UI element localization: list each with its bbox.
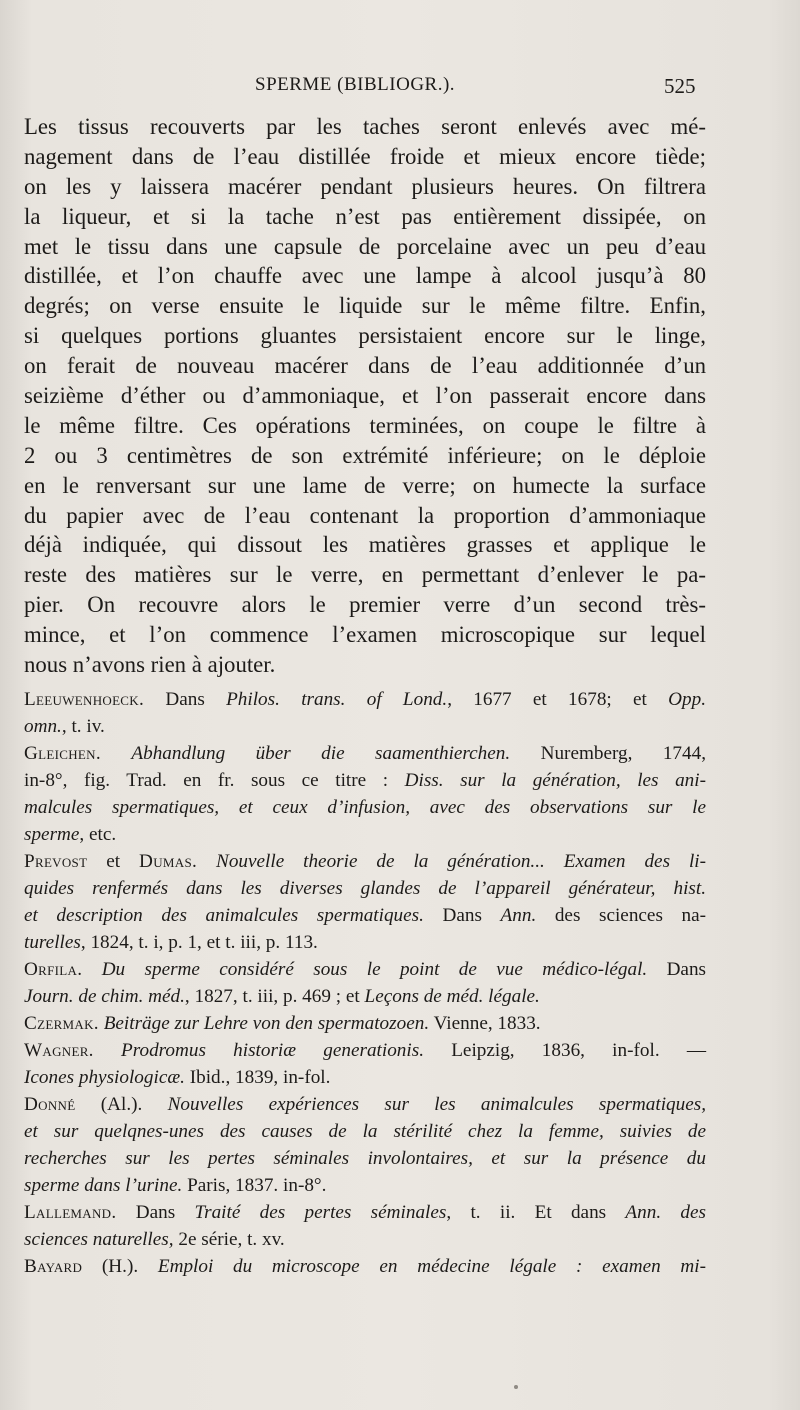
entry-text [101, 743, 131, 764]
bibliography-entry-lallemand [24, 1199, 706, 1226]
entry-text: , 1677 et 1678; et [447, 689, 669, 710]
work-title: et description des animalcules spermatiques. [24, 905, 424, 926]
author-name: Bayard [24, 1256, 83, 1277]
author-name: Czermak. [24, 1013, 99, 1034]
print-speck [514, 1385, 518, 1389]
bibliography-entry-continuation [24, 794, 706, 821]
entry-text: Dans [116, 1202, 195, 1223]
work-title: Abhandlung über die saamenthierchen. [131, 743, 511, 764]
entry-text: , t. ii. Et dans [446, 1202, 626, 1223]
entry-text [94, 1040, 121, 1061]
bibliography-entry-continuation [24, 929, 706, 956]
text-line: met le tissu dans une capsule de porcelaine avec un peu d’eau [24, 233, 706, 259]
text-line: la liqueur, et si la tache n’est pas entièrement dissipée, on [24, 203, 706, 229]
bibliography-entry-continuation [24, 713, 706, 740]
text-line: seizième d’éther ou d’ammoniaque, et l’on passerait encore dans [24, 383, 706, 409]
work-title: Beiträge zur Lehre von den spermatozoen. [103, 1013, 430, 1034]
author-name: Dumas. [139, 851, 198, 872]
text-line: on ferait de nouveau macérer dans de l’eau additionnée d’un [24, 353, 706, 379]
entry-text [197, 851, 216, 872]
bibliography-entry-wagner [24, 1037, 706, 1064]
entry-text: (Al.). [75, 1094, 168, 1115]
bibliography-entry-donne [24, 1091, 706, 1118]
author-name: Orfila. [24, 959, 83, 980]
entry-text: Dans [647, 959, 707, 980]
work-title: des [661, 1202, 707, 1223]
bibliography-entry-orfila [24, 956, 706, 983]
work-title: Nouvelle theorie de la génération... Examen des li- [216, 851, 707, 872]
author-name: Donné [24, 1094, 76, 1115]
text-line: déjà indiquée, qui dissout les matières grasses et applique le [24, 532, 706, 558]
work-title: recherches sur les pertes séminales involontaires, et sur la présence du [24, 1148, 706, 1169]
entry-text: Leipzig, 1836, in-fol. — [424, 1040, 707, 1061]
text-line: reste des matières sur le verre, en permettant d’enlever le pa- [24, 562, 706, 588]
bibliography-entry-continuation [24, 767, 706, 794]
page-number: 525 [664, 74, 696, 98]
work-title: et sur quelqnes-unes des causes de la stérilité chez la femme, suivies de [24, 1121, 706, 1142]
entry-text: in-8°, fig. Trad. en fr. sous ce titre : [24, 770, 405, 791]
bibliography-entry-bayard [24, 1253, 706, 1280]
entry-text: Nuremberg, 1744, [510, 743, 707, 764]
bibliography-entry-continuation [24, 1172, 706, 1199]
bibliography-entry-continuation [24, 1064, 706, 1091]
bibliography-entry-continuation [24, 1145, 706, 1172]
entry-text: Dans [423, 905, 501, 926]
author-name: Wagner. [24, 1040, 94, 1061]
work-title: sciences naturelles, [24, 1229, 174, 1250]
work-title: Emploi du microscope en médecine légale : examen mi- [157, 1256, 706, 1277]
text-line: mince, et l’on commence l’examen microscopique sur lequel [24, 622, 706, 648]
bibliography-entry-gleichen [24, 740, 706, 767]
text-line: nagement dans de l’eau distillée froide et mieux encore tiède; [24, 143, 706, 169]
bibliography [24, 686, 706, 1280]
entry-text [82, 959, 101, 980]
author-name: Gleichen. [24, 743, 101, 764]
bibliography-entry-continuation [24, 821, 706, 848]
work-title: omn. [24, 716, 62, 737]
text-line: Les tissus recouverts par les taches seront enlevés avec mé- [24, 114, 706, 139]
running-head: SPERME (BIBLIOGR.). [255, 74, 456, 95]
work-title: turelles [24, 932, 81, 953]
work-title: Diss. sur la génération, les ani- [404, 770, 706, 791]
work-title: Nouvelles expériences sur les animalcules spermatiques, [167, 1094, 707, 1115]
entry-text: et [87, 851, 140, 872]
body-paragraph [24, 112, 706, 680]
work-title: Traité des pertes séminales [194, 1202, 447, 1223]
bibliography-entry-prevost-dumas [24, 848, 706, 875]
work-title: Opp. [668, 689, 707, 710]
text-line: en le renversant sur une lame de verre; on humecte la surface [24, 472, 706, 498]
entry-text: des sciences na- [536, 905, 706, 926]
text-line: si quelques portions gluantes persistaient encore sur le linge, [24, 323, 706, 349]
work-title: Ann. [625, 1202, 662, 1223]
bibliography-entry-leeuwenhoeck [24, 686, 706, 713]
text-line: le même filtre. Ces opérations terminées, on coupe le filtre à [24, 412, 706, 438]
work-title: Prodromus historiæ generationis. [121, 1040, 424, 1061]
bibliography-entry-continuation [24, 875, 706, 902]
entry-text: , etc. [79, 824, 117, 845]
entry-text: Vienne, 1833. [429, 1013, 541, 1034]
entry-text: , 1827, t. iii, p. 469 ; et [184, 986, 365, 1007]
entry-text: , 1824, t. i, p. 1, et t. iii, p. 113. [80, 932, 318, 953]
work-title: malcules spermatiques, et ceux d’infusion, avec des observations sur le [24, 797, 706, 818]
entry-text: Paris, 1837. in-8°. [182, 1175, 327, 1196]
text-line: du papier avec de l’eau contenant la proportion d’ammoniaque [24, 502, 706, 528]
entry-text: , t. iv. [61, 716, 105, 737]
bibliography-entry-continuation [24, 1226, 706, 1253]
entry-text: Dans [144, 689, 227, 710]
author-name: Leeuwenhoeck. [24, 689, 145, 710]
entry-text: Ibid., 1839, in-fol. [184, 1067, 331, 1088]
text-line: 2 ou 3 centimètres de son extrémité inférieure; on le déploie [24, 442, 706, 468]
bibliography-entry-continuation [24, 1118, 706, 1145]
text-line: on les y laissera macérer pendant plusieurs heures. On filtrera [24, 173, 706, 199]
work-title: Icones physiologicæ. [24, 1067, 185, 1088]
bibliography-entry-czermak [24, 1010, 706, 1037]
work-title: Leçons de méd. légale. [364, 986, 540, 1007]
work-title: quides renfermés dans les diverses glandes de l’appareil générateur, hist. [24, 878, 706, 899]
bibliography-entry-continuation [24, 902, 706, 929]
work-title: Philos. trans. of Lond. [226, 689, 448, 710]
work-title: Ann. [500, 905, 537, 926]
text-line: distillée, et l’on chauffe avec une lampe à alcool jusqu’à 80 [24, 263, 706, 289]
text-line: pier. On recouvre alors le premier verre d’un second très- [24, 592, 706, 618]
entry-text: 2e série, t. xv. [173, 1229, 285, 1250]
work-title: Du sperme considéré sous le point de vue médico-légal. [101, 959, 648, 980]
page-header [0, 74, 800, 104]
work-title: Journ. de chim. méd. [24, 986, 185, 1007]
text-line: degrés; on verse ensuite le liquide sur le même filtre. Enfin, [24, 293, 706, 319]
work-title: sperme dans l’urine. [24, 1175, 183, 1196]
text-line: nous n’avons rien à ajouter. [24, 652, 276, 678]
author-name: Prevost [24, 851, 88, 872]
work-title: sperme [24, 824, 80, 845]
bibliography-entry-continuation [24, 983, 706, 1010]
author-name: Lallemand. [24, 1202, 117, 1223]
entry-text: (H.). [82, 1256, 158, 1277]
